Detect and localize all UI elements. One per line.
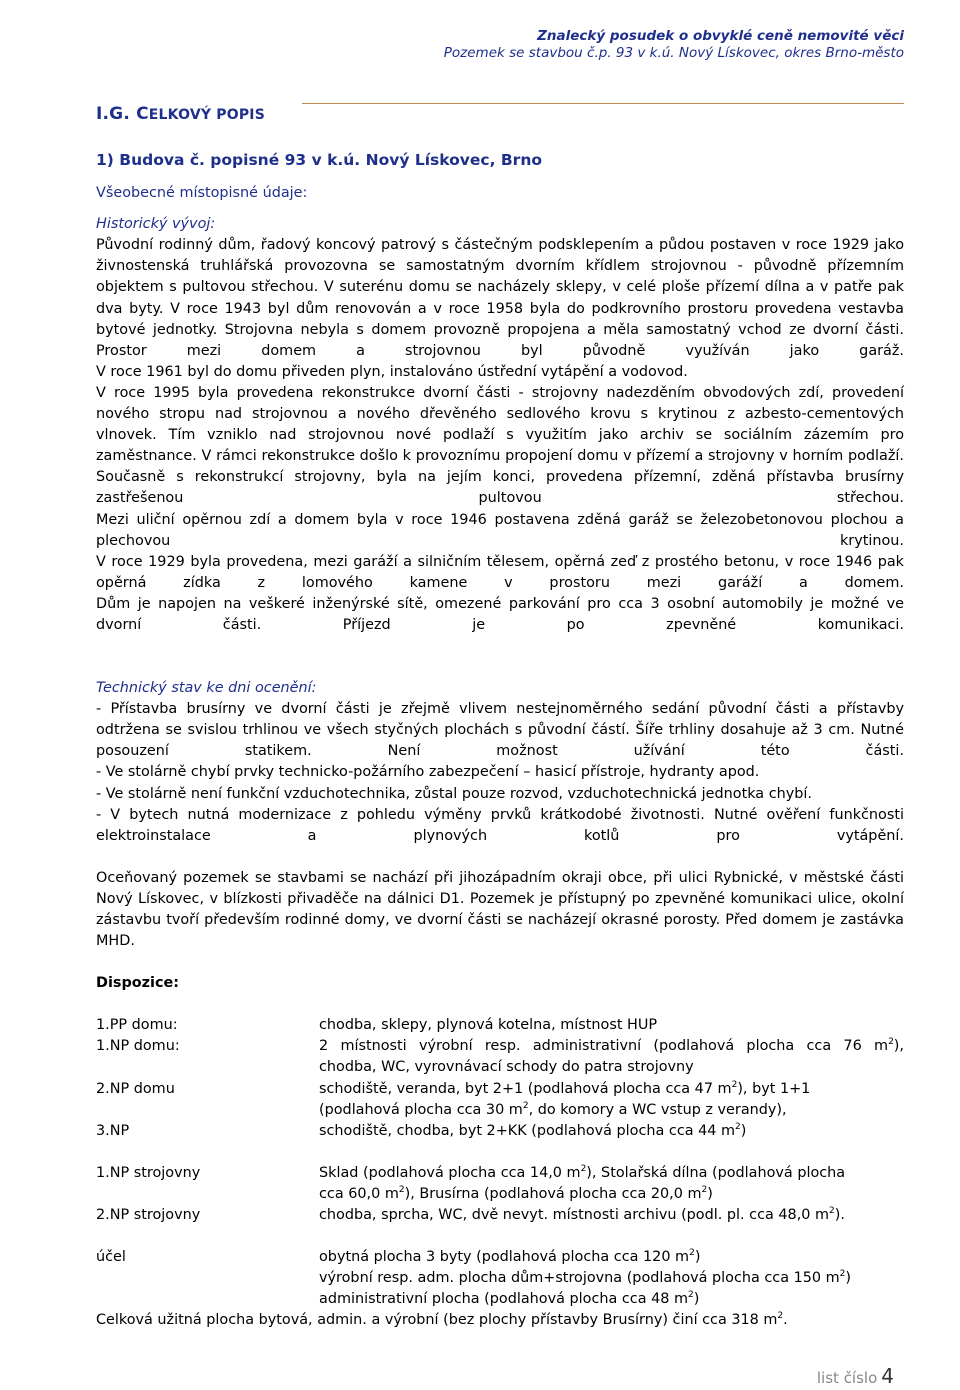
summary-line: Celková užitná plocha bytová, admin. a výrobní (bez plochy přístavby Brusírny) činí cca 318 $m^2$. xyxy=(96,1311,788,1329)
historical-paragraph: V roce 1961 byl do domu přiveden plyn, instalováno ústřední vytápění a vodovod. xyxy=(96,363,688,380)
historical-paragraph: Dům je napojen na veškeré inženýrské sítě, omezené parkování pro cca 3 osobní automobily je možné ve dvorní části. Příjezd je po zpevněné komunikaci. xyxy=(96,595,904,633)
historical-label: Historický vývoj: xyxy=(96,216,216,233)
section-title-prefix: I.G. C xyxy=(96,104,149,124)
section-title-rest: ELKOVÝ POPIS xyxy=(148,107,265,123)
disposition-key: 3.NP xyxy=(96,1122,130,1139)
page-number xyxy=(817,1364,894,1388)
disposition-value: obytná plocha 3 byty (podlahová plocha cca 120 $m^2$) výrobní resp. adm. plocha dům+strojovna (podlahová plocha cca 150 $m^2$) administrativní plocha (podlahová plocha cca 48 $m^2$) xyxy=(319,1248,852,1308)
disposition-row xyxy=(96,1121,904,1142)
technical-item: - V bytech nutná modernizace z pohledu výměny prvků krátkodobé životnosti. Nutné ověření funkčnosti elektroinstalace a plynových kotlů pro vytápění. xyxy=(96,806,904,844)
technical-item: - Ve stolárně chybí prvky technicko-požárního zabezpečení – hasicí přístroje, hydranty apod. xyxy=(96,764,760,781)
disposition-key: 2.NP domu xyxy=(96,1080,175,1097)
disposition-row xyxy=(96,1247,904,1310)
disposition-label: Dispozice: xyxy=(96,975,179,992)
disposition-row xyxy=(96,1163,904,1205)
disposition-key: 1.PP domu: xyxy=(96,1017,178,1034)
page-number-label: list číslo xyxy=(816,1369,878,1387)
disposition-row xyxy=(96,1205,904,1226)
historical-paragraph: Mezi uliční opěrnou zdí a domem byla v roce 1946 postavena zděná garáž se železobetonovou plochou a plechovou krytinou. xyxy=(96,511,904,549)
header-title: Znalecký posudek o obvyklé ceně nemovité věci xyxy=(537,28,904,44)
section-rule xyxy=(302,103,904,104)
disposition-key: účel xyxy=(96,1249,126,1266)
header-subtitle: Pozemek se stavbou č.p. 93 v k.ú. Nový Lískovec, okres Brno-město xyxy=(443,45,904,61)
disposition-table xyxy=(96,1015,904,1310)
page-header xyxy=(444,28,904,62)
disposition-value: Sklad (podlahová plocha cca 14,0 $m^2$), Stolařská dílna (podlahová plocha cca 60,0 $m^2$), Brusírna (podlahová plocha cca 20,0 $m^2$) xyxy=(319,1164,846,1202)
technical-item: - Ve stolárně není funkční vzduchotechnika, zůstal pouze rozvod, vzduchotechnická jednotka chybí. xyxy=(96,785,812,802)
historical-paragraph: V roce 1995 byla provedena rekonstrukce dvorní části - strojovny nadezděním obvodových zdí, provedení nového stropu nad strojovnou a nového dřevěného sedlového krovu s krytinou z azbesto-cementových vlnovek. Tím vzniklo nad strojovnou nové podlaží s využitím jako archiv se sociálním zázemím pro zaměstnance. V rámci rekonstrukce došlo k provoznímu propojení domu v přízemí a strojovny v horním podlaží. Současně s rekonstrukcí strojovny, byla na jejím konci, provedena přízemní, zděná přístavba brusírny zastřešenou pultovou střechou. xyxy=(96,384,904,507)
building-heading: 1) Budova č. popisné 93 v k.ú. Nový Lískovec, Brno xyxy=(96,151,543,169)
location-paragraph: Oceňovaný pozemek se stavbami se nachází při jihozápadním okraji obce, při ulici Rybnické, v městské části Nový Lískovec, v blízkosti přivaděče na dálnici D1. Pozemek je přístupný po zpevněné komunikaci ulice, okolní zástavbu tvoří především rodinné domy, ve dvorní části se nacházejí okrasné porosty. Před domem je zastávka MHD. xyxy=(96,869,904,950)
disposition-value: schodiště, veranda, byt 2+1 (podlahová plocha cca 47 $m^2$), byt 1+1 (podlahová plocha cca 30 $m^2$, do komory a WC vstup z verandy), xyxy=(319,1079,811,1118)
disposition-row xyxy=(96,1079,904,1121)
general-label: Všeobecné místopisné údaje: xyxy=(96,185,308,202)
disposition-key: 2.NP strojovny xyxy=(96,1207,201,1224)
disposition-value: chodba, sprcha, WC, dvě nevyt. místnosti archivu (podl. pl. cca 48,0 $m^2$). xyxy=(319,1206,845,1224)
disposition-key: 1.NP domu: xyxy=(96,1038,180,1055)
disposition-key: 1.NP strojovny xyxy=(96,1164,201,1181)
disposition-value: 2 místnosti výrobní resp. administrativní (podlahová plocha cca 76 $m^2$), chodba, WC, vyrovnávací schody do patra strojovny xyxy=(319,1037,904,1076)
technical-item: - Přístavba brusírny ve dvorní části je zřejmě vlivem nestejnoměrného sedání původní části a přístavby odtržena se svislou trhlinou ve všech styčných plochách s původní částí. Šíře trhliny dosahuje až 3 cm. Nutné posouzení statikem. Není možnost užívání této části. xyxy=(96,701,904,760)
disposition-value: chodba, sklepy, plynová kotelna, místnost HUP xyxy=(319,1017,658,1034)
disposition-value: schodiště, chodba, byt 2+KK (podlahová plocha cca 44 $m^2$) xyxy=(319,1121,747,1139)
disposition-row xyxy=(96,1015,904,1036)
document-body xyxy=(96,150,904,1332)
section-title xyxy=(96,104,265,124)
page-number-value: 4 xyxy=(881,1364,894,1388)
technical-label: Technický stav ke dni ocenění: xyxy=(96,680,317,697)
historical-paragraph: V roce 1929 byla provedena, mezi garáží a silničním tělesem, opěrná zeď z prostého betonu, v roce 1946 pak opěrná zídka z lomového kamene v prostoru mezi garáží a domem. xyxy=(96,553,904,591)
disposition-row xyxy=(96,1036,904,1078)
historical-paragraph: Původní rodinný dům, řadový koncový patrový s částečným podsklepením a půdou postaven v roce 1929 jako živnostenská truhlářská provozovna se samostatným dvorním křídlem strojovnou - původně přízemním objektem s pultovou střechou. V suterénu domu se nacházely sklepy, v celé ploše přízemí dílna a v patře pak dva byty. V roce 1943 byl dům renovován a v roce 1958 byla do podkrovního prostoru provedena vestavba bytové jednotky. Strojovna nebyla s domem provozně propojena a měla samostatný vchod ze dvorní části. Prostor mezi domem a strojovnou byl původně využíván jako garáž. xyxy=(96,237,904,359)
